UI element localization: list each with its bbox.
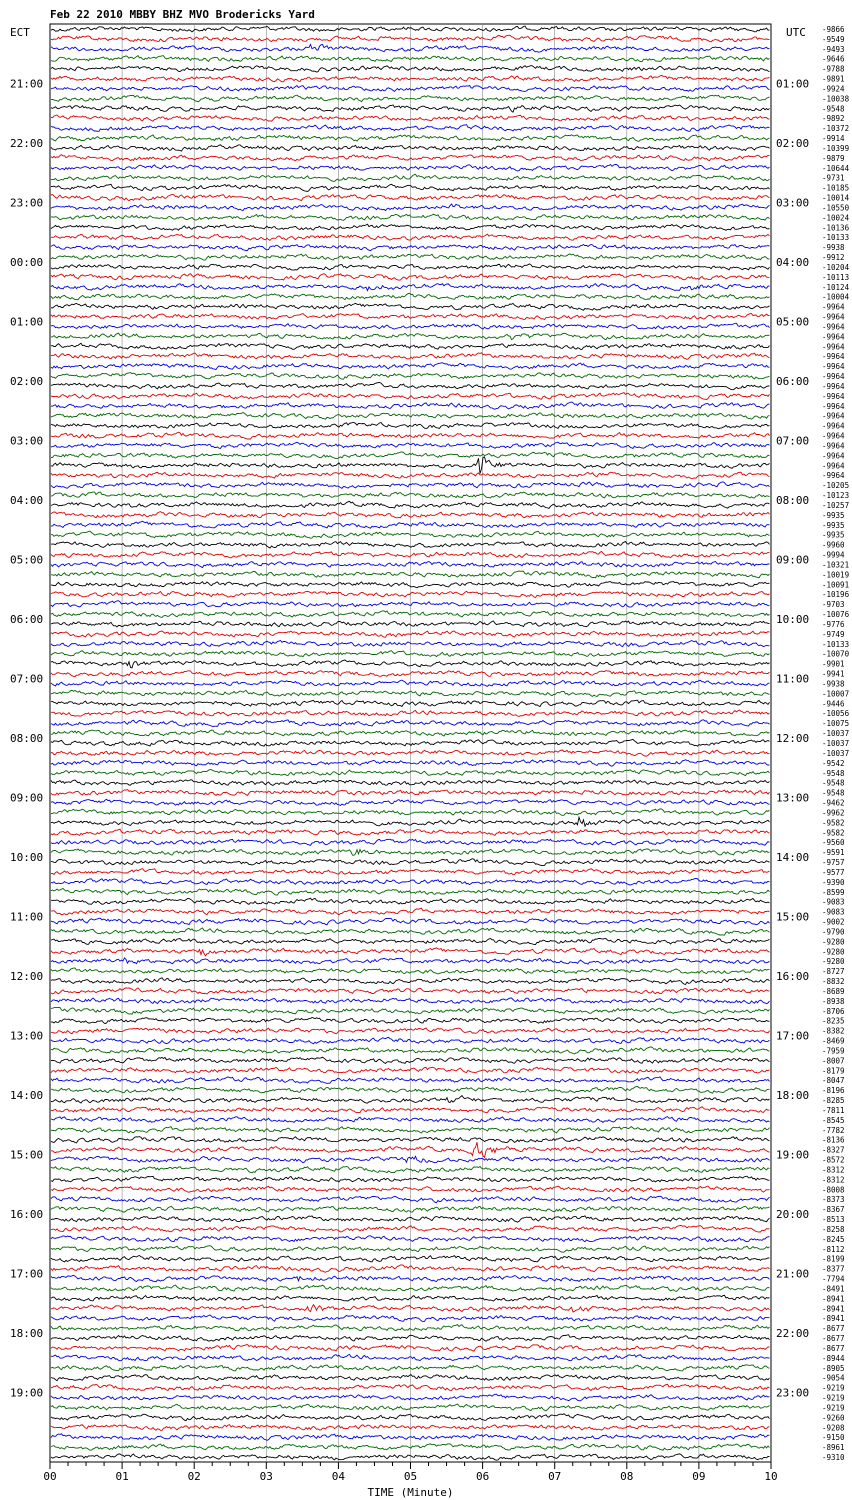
trace-mean-label: -9776 bbox=[822, 619, 845, 629]
trace-mean-label: -10196 bbox=[822, 590, 850, 600]
ect-hour-label: 00:00 bbox=[10, 256, 44, 270]
ect-hour-label: 10:00 bbox=[10, 851, 44, 865]
trace-mean-label: -10075 bbox=[822, 719, 850, 729]
x-tick-label: 08 bbox=[620, 1470, 634, 1483]
trace-mean-label: -9219 bbox=[822, 1393, 845, 1403]
trace-mean-label: -9548 bbox=[822, 778, 845, 788]
x-tick-label: 04 bbox=[331, 1470, 346, 1483]
trace-mean-label: -10037 bbox=[822, 739, 850, 748]
trace-mean-label: -9964 bbox=[822, 381, 845, 391]
ect-label: ECT bbox=[10, 26, 30, 39]
trace-mean-label: -10123 bbox=[822, 491, 850, 501]
trace-mean-label: -8689 bbox=[822, 986, 845, 996]
utc-hour-label: 19:00 bbox=[776, 1148, 810, 1162]
trace-mean-label: -9964 bbox=[822, 471, 845, 481]
trace-mean-label: -9964 bbox=[822, 312, 845, 322]
utc-hour-label: 12:00 bbox=[776, 732, 810, 746]
trace-mean-label: -9310 bbox=[822, 1453, 845, 1463]
trace-mean-label: -9054 bbox=[822, 1373, 845, 1383]
trace-mean-label: -9964 bbox=[822, 342, 845, 352]
trace-mean-label: -9390 bbox=[822, 877, 845, 887]
trace-mean-label: -9548 bbox=[822, 788, 845, 798]
trace-mean-label: -10091 bbox=[822, 580, 850, 590]
utc-hour-label: 16:00 bbox=[776, 970, 810, 984]
utc-label: UTC bbox=[786, 26, 806, 39]
x-tick-label: 02 bbox=[187, 1470, 201, 1483]
utc-hour-label: 05:00 bbox=[776, 315, 810, 329]
trace-mean-label: -9935 bbox=[822, 510, 845, 520]
trace-mean-label: -9938 bbox=[822, 243, 845, 253]
trace-mean-label: -8961 bbox=[822, 1443, 845, 1453]
trace-mean-label: -10372 bbox=[822, 124, 850, 134]
trace-mean-label: -10038 bbox=[822, 94, 850, 104]
trace-mean-label: -9924 bbox=[822, 84, 845, 94]
trace-mean-label: -9083 bbox=[822, 907, 845, 917]
trace-mean-label: -9935 bbox=[822, 530, 845, 540]
trace-mean-label: -8941 bbox=[822, 1294, 845, 1304]
ect-hour-label: 17:00 bbox=[10, 1267, 44, 1281]
trace-mean-label: -8545 bbox=[822, 1115, 845, 1125]
ect-hour-label: 14:00 bbox=[10, 1089, 44, 1103]
trace-mean-label: -10070 bbox=[822, 649, 850, 659]
trace-mean-label: -9083 bbox=[822, 897, 845, 907]
trace-mean-label: -8944 bbox=[822, 1353, 845, 1363]
trace-mean-label: -9462 bbox=[822, 798, 845, 808]
trace-mean-label: -9964 bbox=[822, 421, 845, 431]
ect-hour-label: 22:00 bbox=[10, 137, 44, 151]
trace-mean-label: -8373 bbox=[822, 1195, 845, 1205]
trace-mean-label: -9757 bbox=[822, 858, 845, 868]
utc-hour-label: 06:00 bbox=[776, 375, 810, 389]
trace-mean-label: -8938 bbox=[822, 996, 845, 1006]
ect-hour-label: 01:00 bbox=[10, 315, 44, 329]
trace-mean-label: -9788 bbox=[822, 64, 845, 74]
trace-mean-label: -8377 bbox=[822, 1264, 845, 1274]
trace-mean-label: -9731 bbox=[822, 173, 845, 183]
trace-mean-label: -8469 bbox=[822, 1036, 845, 1046]
x-tick-label: 09 bbox=[692, 1470, 706, 1483]
trace-mean-label: -10037 bbox=[822, 729, 850, 739]
trace-mean-label: -9260 bbox=[822, 1413, 845, 1423]
trace-mean-label: -10321 bbox=[822, 560, 850, 570]
utc-hour-label: 23:00 bbox=[776, 1386, 810, 1400]
trace-mean-label: -7782 bbox=[822, 1125, 845, 1135]
trace-mean-label: -9790 bbox=[822, 927, 845, 937]
utc-hour-label: 07:00 bbox=[776, 434, 810, 448]
trace-mean-label: -7959 bbox=[822, 1046, 845, 1056]
trace-mean-label: -9892 bbox=[822, 114, 845, 124]
trace-mean-label: -10004 bbox=[822, 292, 850, 302]
trace-mean-label: -9941 bbox=[822, 669, 845, 679]
trace-mean-label: -8312 bbox=[822, 1175, 845, 1185]
trace-mean-label: -9280 bbox=[822, 957, 845, 967]
trace-mean-label: -8941 bbox=[822, 1304, 845, 1314]
trace-mean-label: -9446 bbox=[822, 699, 845, 709]
utc-hour-label: 22:00 bbox=[776, 1327, 810, 1341]
trace-mean-label: -9964 bbox=[822, 441, 845, 451]
trace-mean-label: -8047 bbox=[822, 1076, 845, 1086]
x-tick-label: 06 bbox=[475, 1470, 490, 1483]
trace-mean-label: -9542 bbox=[822, 758, 845, 768]
trace-mean-label: -10644 bbox=[822, 163, 850, 173]
trace-mean-label: -10399 bbox=[822, 143, 850, 153]
trace-mean-label: -9964 bbox=[822, 431, 845, 441]
x-axis-label: TIME (Minute) bbox=[367, 1486, 454, 1499]
trace-mean-label: -8491 bbox=[822, 1284, 845, 1294]
utc-hour-label: 09:00 bbox=[776, 553, 810, 567]
trace-mean-label: -9548 bbox=[822, 104, 845, 114]
utc-hour-label: 02:00 bbox=[776, 137, 810, 151]
trace-mean-label: -9964 bbox=[822, 461, 845, 471]
trace-mean-label: -8382 bbox=[822, 1026, 845, 1036]
trace-mean-label: -8677 bbox=[822, 1334, 845, 1344]
ect-hour-label: 23:00 bbox=[10, 196, 44, 210]
trace-mean-label: -9935 bbox=[822, 520, 845, 530]
x-tick-label: 03 bbox=[259, 1470, 273, 1483]
utc-hour-label: 13:00 bbox=[776, 791, 810, 805]
utc-hour-label: 18:00 bbox=[776, 1089, 810, 1103]
x-tick-label: 10 bbox=[764, 1470, 778, 1483]
ect-hour-label: 12:00 bbox=[10, 970, 44, 984]
trace-mean-label: -7811 bbox=[822, 1105, 845, 1115]
ect-hour-label: 18:00 bbox=[10, 1327, 44, 1341]
trace-mean-label: -9280 bbox=[822, 947, 845, 957]
trace-mean-label: -9548 bbox=[822, 768, 845, 778]
trace-mean-label: -9150 bbox=[822, 1433, 845, 1443]
trace-mean-label: -8513 bbox=[822, 1215, 845, 1225]
trace-mean-label: -10076 bbox=[822, 610, 850, 620]
trace-mean-label: -9964 bbox=[822, 411, 845, 421]
trace-mean-label: -8196 bbox=[822, 1086, 845, 1096]
x-tick-label: 07 bbox=[548, 1470, 562, 1483]
utc-hour-label: 11:00 bbox=[776, 672, 810, 686]
chart-title: Feb 22 2010 MBBY BHZ MVO Brodericks Yard bbox=[50, 8, 315, 21]
trace-mean-label: -8832 bbox=[822, 977, 845, 987]
trace-mean-label: -9960 bbox=[822, 540, 845, 550]
trace-mean-label: -8367 bbox=[822, 1205, 845, 1215]
ect-hour-label: 13:00 bbox=[10, 1029, 44, 1043]
ect-hour-label: 07:00 bbox=[10, 672, 44, 686]
trace-mean-label: -8245 bbox=[822, 1234, 845, 1244]
trace-mean-label: -9549 bbox=[822, 34, 845, 44]
trace-mean-label: -10007 bbox=[822, 689, 850, 699]
trace-mean-label: -10124 bbox=[822, 282, 850, 292]
trace-mean-label: -9560 bbox=[822, 838, 845, 848]
trace-mean-label: -10550 bbox=[822, 203, 850, 213]
trace-mean-label: -9964 bbox=[822, 332, 845, 342]
trace-mean-label: -10113 bbox=[822, 272, 850, 282]
trace-mean-label: -8199 bbox=[822, 1254, 845, 1264]
trace-mean-label: -10019 bbox=[822, 570, 850, 580]
trace-mean-label: -9914 bbox=[822, 134, 845, 144]
utc-hour-label: 17:00 bbox=[776, 1029, 810, 1043]
trace-mean-label: -8677 bbox=[822, 1324, 845, 1334]
trace-mean-label: -10136 bbox=[822, 223, 850, 233]
trace-mean-label: -9749 bbox=[822, 629, 845, 639]
ect-hour-label: 03:00 bbox=[10, 434, 44, 448]
trace-mean-label: -9582 bbox=[822, 818, 845, 828]
utc-hour-label: 04:00 bbox=[776, 256, 810, 270]
x-tick-label: 05 bbox=[403, 1470, 418, 1483]
ect-hour-label: 11:00 bbox=[10, 910, 44, 924]
utc-hour-label: 08:00 bbox=[776, 494, 810, 508]
ect-hour-label: 08:00 bbox=[10, 732, 44, 746]
ect-hour-label: 06:00 bbox=[10, 613, 44, 627]
x-tick-label: 01 bbox=[115, 1470, 129, 1483]
utc-hour-label: 20:00 bbox=[776, 1208, 810, 1222]
utc-hour-label: 01:00 bbox=[776, 77, 810, 91]
trace-mean-label: -10024 bbox=[822, 213, 850, 223]
trace-mean-label: -8136 bbox=[822, 1135, 845, 1145]
x-tick-label: 00 bbox=[43, 1470, 57, 1483]
trace-mean-label: -9866 bbox=[822, 24, 845, 34]
trace-mean-label: -9219 bbox=[822, 1403, 845, 1413]
trace-mean-label: -8677 bbox=[822, 1343, 845, 1353]
utc-hour-label: 14:00 bbox=[776, 851, 810, 865]
trace-mean-label: -9280 bbox=[822, 937, 845, 947]
utc-hour-label: 15:00 bbox=[776, 910, 810, 924]
utc-hour-label: 03:00 bbox=[776, 196, 810, 210]
trace-mean-label: -9891 bbox=[822, 74, 845, 84]
trace-mean-label: -10257 bbox=[822, 500, 850, 510]
trace-mean-label: -9962 bbox=[822, 808, 845, 818]
trace-mean-label: -8008 bbox=[822, 1185, 845, 1195]
trace-mean-label: -9964 bbox=[822, 401, 845, 411]
utc-hour-label: 21:00 bbox=[776, 1267, 810, 1281]
trace-mean-label: -10133 bbox=[822, 233, 850, 243]
ect-hour-label: 04:00 bbox=[10, 494, 44, 508]
trace-mean-label: -9964 bbox=[822, 372, 845, 382]
ect-hour-label: 09:00 bbox=[10, 791, 44, 805]
trace-mean-label: -9646 bbox=[822, 54, 845, 64]
ect-hour-label: 02:00 bbox=[10, 375, 44, 389]
trace-mean-label: -8235 bbox=[822, 1016, 845, 1026]
trace-mean-label: -9219 bbox=[822, 1383, 845, 1393]
trace-mean-label: -10014 bbox=[822, 193, 850, 203]
ect-hour-label: 05:00 bbox=[10, 553, 44, 567]
trace-mean-label: -8706 bbox=[822, 1006, 845, 1016]
trace-mean-label: -9208 bbox=[822, 1423, 845, 1433]
trace-mean-label: -10205 bbox=[822, 481, 850, 491]
trace-mean-label: -7794 bbox=[822, 1274, 845, 1284]
trace-mean-label: -8285 bbox=[822, 1096, 845, 1106]
ect-hour-label: 19:00 bbox=[10, 1386, 44, 1400]
trace-mean-label: -8007 bbox=[822, 1056, 845, 1066]
trace-mean-label: -9901 bbox=[822, 659, 845, 669]
trace-mean-label: -9002 bbox=[822, 917, 845, 927]
trace-mean-label: -9938 bbox=[822, 679, 845, 689]
trace-mean-label: -9591 bbox=[822, 848, 845, 858]
utc-hour-label: 10:00 bbox=[776, 613, 810, 627]
trace-mean-label: -10056 bbox=[822, 709, 850, 719]
trace-mean-label: -8258 bbox=[822, 1224, 845, 1234]
trace-mean-label: -9582 bbox=[822, 828, 845, 838]
trace-mean-label: -10185 bbox=[822, 183, 850, 193]
trace-mean-label: -10037 bbox=[822, 748, 850, 758]
trace-mean-label: -8312 bbox=[822, 1165, 845, 1175]
trace-mean-label: -9994 bbox=[822, 550, 845, 560]
trace-mean-label: -8327 bbox=[822, 1145, 845, 1155]
trace-mean-label: -10204 bbox=[822, 262, 850, 272]
trace-mean-label: -9964 bbox=[822, 322, 845, 332]
trace-mean-label: -8572 bbox=[822, 1155, 845, 1165]
trace-mean-label: -9964 bbox=[822, 352, 845, 362]
trace-mean-label: -9493 bbox=[822, 44, 845, 54]
ect-hour-label: 15:00 bbox=[10, 1148, 44, 1162]
trace-mean-label: -8599 bbox=[822, 887, 845, 897]
trace-mean-label: -9577 bbox=[822, 867, 845, 877]
trace-mean-label: -9912 bbox=[822, 253, 845, 263]
trace-mean-label: -9964 bbox=[822, 302, 845, 312]
ect-hour-label: 21:00 bbox=[10, 77, 44, 91]
trace-mean-label: -9964 bbox=[822, 391, 845, 401]
trace-mean-label: -9879 bbox=[822, 153, 845, 163]
trace-mean-label: -10133 bbox=[822, 639, 850, 649]
ect-hour-label: 16:00 bbox=[10, 1208, 44, 1222]
trace-mean-label: -9964 bbox=[822, 362, 845, 372]
trace-mean-label: -9703 bbox=[822, 600, 845, 610]
trace-mean-label: -9964 bbox=[822, 451, 845, 461]
trace-mean-label: -8941 bbox=[822, 1314, 845, 1324]
trace-mean-label: -8905 bbox=[822, 1363, 845, 1373]
trace-mean-label: -8112 bbox=[822, 1244, 845, 1254]
trace-mean-label: -8727 bbox=[822, 967, 845, 977]
trace-mean-label: -8179 bbox=[822, 1066, 845, 1076]
